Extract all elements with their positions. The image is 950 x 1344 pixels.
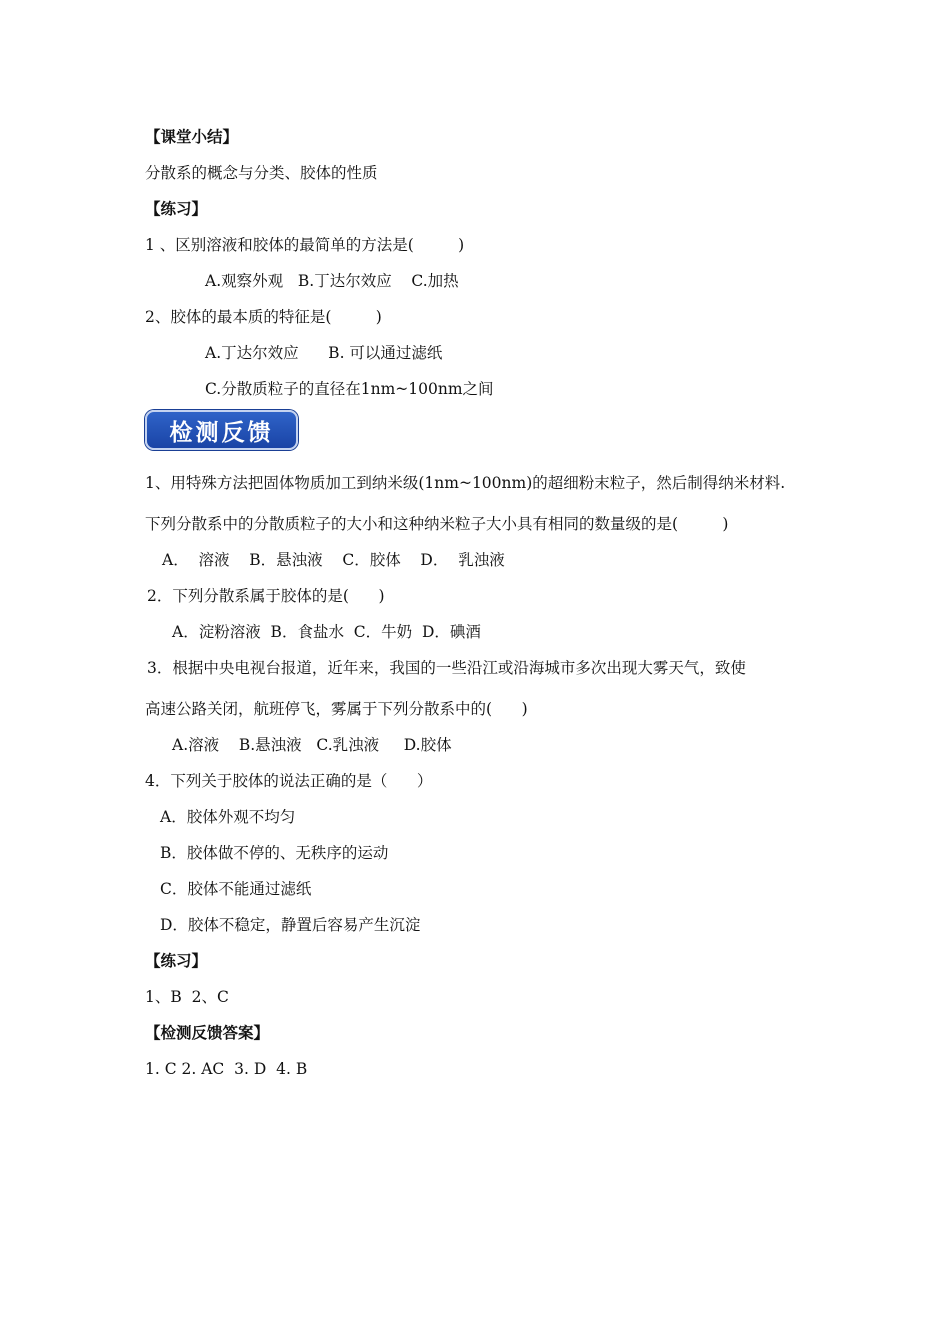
answers-practice-heading: 【练习】 <box>145 952 208 970</box>
summary-text: 分散系的概念与分类、胶体的性质 <box>145 164 378 182</box>
feedback-q4-option-c: C．胶体不能通过滤纸 <box>160 880 312 898</box>
feedback-q1-line1: 1、用特殊方法把固体物质加工到纳米级(1nm~100nm)的超细粉末粒子，然后制得纳米材料. <box>145 474 786 492</box>
feedback-q4-stem: 4．下列关于胶体的说法正确的是（ ） <box>145 772 433 790</box>
practice-heading: 【练习】 <box>145 200 208 218</box>
feedback-q4-option-d: D．胶体不稳定，静置后容易产生沉淀 <box>160 916 421 934</box>
feedback-q4-option-a: A．胶体外观不均匀 <box>160 808 296 826</box>
feedback-banner <box>145 410 298 450</box>
feedback-q2-options: A．淀粉溶液 B．食盐水 C．牛奶 D．碘酒 <box>172 623 481 641</box>
feedback-q1-line2: 下列分散系中的分散质粒子的大小和这种纳米粒子大小具有相同的数量级的是( ) <box>145 515 729 533</box>
answers-feedback-heading: 【检测反馈答案】 <box>145 1024 270 1042</box>
feedback-banner-label: 检测反馈 <box>169 419 274 446</box>
practice-q2-options-line2: C.分散质粒子的直径在1nm~100nm之间 <box>205 380 494 398</box>
feedback-q1-options: A． 溶液 B．悬浊液 C．胶体 D． 乳浊液 <box>162 551 505 569</box>
feedback-q2-stem: 2．下列分散系属于胶体的是( ) <box>147 587 385 605</box>
practice-q1-stem: 1 、区别溶液和胶体的最简单的方法是( ) <box>145 236 465 254</box>
feedback-q4-option-b: B．胶体做不停的、无秩序的运动 <box>160 844 389 862</box>
practice-q1-options: A.观察外观 B.丁达尔效应 C.加热 <box>205 272 459 290</box>
feedback-q3-line2: 高速公路关闭，航班停飞，雾属于下列分散系中的( ) <box>145 700 528 718</box>
feedback-q3-line1: 3．根据中央电视台报道，近年来，我国的一些沿江或沿海城市多次出现大雾天气，致使 <box>147 659 746 677</box>
answers-practice-text: 1、B 2、C <box>145 988 229 1006</box>
practice-q2-stem: 2、胶体的最本质的特征是( ) <box>145 308 382 326</box>
practice-q2-options-line1: A.丁达尔效应 B. 可以通过滤纸 <box>205 344 443 362</box>
feedback-q3-options: A.溶液 B.悬浊液 C.乳浊液 D.胶体 <box>172 736 452 754</box>
summary-heading: 【课堂小结】 <box>145 128 239 146</box>
answers-feedback-text: 1. C 2. AC 3. D 4. B <box>145 1060 308 1078</box>
